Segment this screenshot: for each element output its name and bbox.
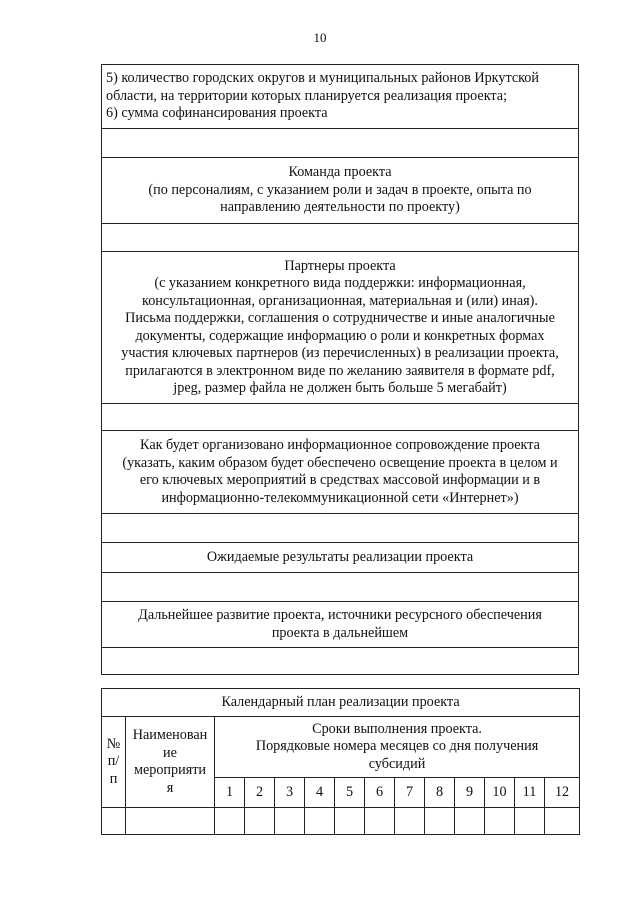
municipal-answer-cell[interactable] <box>102 129 579 158</box>
partners-line-6: участия ключевых партнеров (из перечисленных) в реализации проекта, <box>121 345 559 361</box>
col-name-line-1: Наименован <box>132 727 208 743</box>
month-header: 2 <box>245 778 275 808</box>
empty-cell[interactable] <box>335 808 365 835</box>
calendar-title: Календарный план реализации проекта <box>102 689 580 717</box>
empty-cell[interactable] <box>245 808 275 835</box>
results-section <box>102 543 579 573</box>
month-header: 12 <box>545 778 580 808</box>
partners-line-7: прилагаются в электронном виде по желанию заявителя в формате pdf, <box>125 362 555 379</box>
municipal-cell <box>102 65 579 129</box>
empty-cell[interactable] <box>455 808 485 835</box>
team-answer-cell[interactable] <box>102 224 579 252</box>
partners-answer-row <box>102 404 579 431</box>
development-line-2: проекта в дальнейшем <box>271 624 409 641</box>
col-number-line-2: п/ <box>107 753 120 770</box>
team-line-3: направлению деятельности по проекту) <box>220 199 460 216</box>
empty-cell[interactable] <box>485 808 515 835</box>
col-number-line-1: № <box>106 735 121 752</box>
partners-line-5: документы, содержащие информацию о роли и конкретных формах <box>135 327 545 344</box>
partners-line-3: консультационная, организационная, материальная и (или) иная). <box>142 292 538 309</box>
calendar-title-row <box>102 689 580 717</box>
development-line-1: Дальнейшее развитие проекта, источники ресурсного обеспечения <box>138 607 542 623</box>
partners-title: Партнеры проекта <box>284 257 396 274</box>
month-header: 3 <box>275 778 305 808</box>
municipal-section <box>102 65 579 129</box>
team-title: Команда проекта <box>288 164 392 181</box>
month-header: 10 <box>485 778 515 808</box>
team-section <box>102 158 579 224</box>
month-header: 6 <box>365 778 395 808</box>
terms-line-3: субсидий <box>368 755 426 772</box>
partners-answer-cell[interactable] <box>102 404 579 431</box>
info-answer-row <box>102 514 579 543</box>
info-title: Как будет организовано информационное сопровождение проекта <box>140 437 540 453</box>
results-answer-row <box>102 573 579 602</box>
month-header: 8 <box>425 778 455 808</box>
col-name-line-2: ие <box>163 744 177 761</box>
empty-cell[interactable] <box>395 808 425 835</box>
month-header: 1 <box>215 778 245 808</box>
month-header: 5 <box>335 778 365 808</box>
empty-cell[interactable] <box>515 808 545 835</box>
month-header: 4 <box>305 778 335 808</box>
info-answer-cell[interactable] <box>102 514 579 543</box>
empty-cell[interactable] <box>215 808 245 835</box>
results-title: Ожидаемые результаты реализации проекта <box>206 548 474 565</box>
municipal-line-3: 6) сумма софинансирования проекта <box>106 105 328 122</box>
info-section <box>102 431 579 514</box>
development-answer-row <box>102 648 579 675</box>
partners-cell <box>102 252 579 404</box>
col-number-header <box>102 717 126 808</box>
empty-cell[interactable] <box>545 808 580 835</box>
results-answer-cell[interactable] <box>102 573 579 602</box>
development-cell <box>102 602 579 648</box>
team-line-2: (по персоналиям, с указанием роли и задач в проекте, опыта по <box>148 181 532 198</box>
empty-cell[interactable] <box>275 808 305 835</box>
partners-line-8: jpeg, размер файла не должен быть больше 5 мегабайт) <box>173 380 507 396</box>
development-section <box>102 602 579 648</box>
month-header: 11 <box>515 778 545 808</box>
empty-cell[interactable] <box>425 808 455 835</box>
results-cell <box>102 543 579 573</box>
month-header: 9 <box>455 778 485 808</box>
team-cell <box>102 158 579 224</box>
calendar-header-row <box>102 717 580 778</box>
team-answer-row <box>102 224 579 252</box>
partners-section <box>102 252 579 404</box>
empty-cell[interactable] <box>126 808 215 835</box>
empty-cell[interactable] <box>305 808 335 835</box>
partners-line-2: (с указанием конкретного вида поддержки: информационная, <box>154 275 526 291</box>
info-line-2: (указать, каким образом будет обеспечено освещение проекта в целом и <box>122 454 558 471</box>
info-line-3: его ключевых мероприятий в средствах массовой информации и в <box>139 472 541 488</box>
col-name-line-3: мероприяти <box>133 762 207 778</box>
page-number: 10 <box>313 30 327 45</box>
municipal-line-1: 5) количество городских округов и муниципальных районов Иркутской <box>106 70 539 87</box>
empty-cell[interactable] <box>102 808 126 835</box>
terms-line-1: Сроки выполнения проекта. <box>312 720 482 737</box>
empty-cell[interactable] <box>365 808 395 835</box>
calendar-plan-table <box>101 688 580 835</box>
month-header: 7 <box>395 778 425 808</box>
col-number-line-3: п <box>109 770 118 787</box>
col-name-line-4: я <box>166 779 174 796</box>
project-form-table <box>101 64 579 675</box>
terms-line-2: Порядковые номера месяцев со дня получения <box>255 738 539 755</box>
col-name-header <box>126 717 215 808</box>
partners-line-4: Письма поддержки, соглашения о сотрудничестве и иные аналогичные <box>125 310 555 326</box>
development-answer-cell[interactable] <box>102 648 579 675</box>
info-line-4: информационно-телекоммуникационной сети «Интернет») <box>161 489 519 506</box>
municipal-answer-row <box>102 129 579 158</box>
calendar-empty-row <box>102 808 580 835</box>
terms-header <box>215 717 580 778</box>
municipal-line-2: области, на территории которых планируется реализация проекта; <box>106 87 508 104</box>
info-cell <box>102 431 579 514</box>
